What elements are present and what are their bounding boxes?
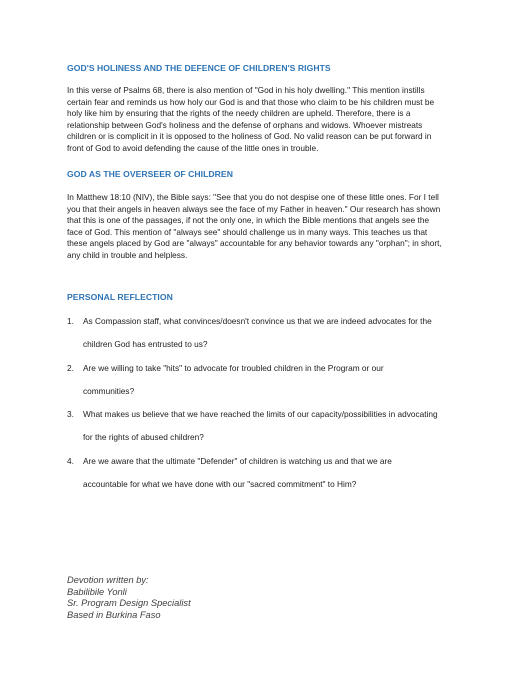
credits-line: Devotion written by:	[67, 575, 149, 585]
paragraph-holiness	[67, 85, 467, 154]
list-item-text: As Compassion staff, what convinces/doesn't convince us that we are indeed advocates for the	[83, 316, 432, 326]
author-location: Based in Burkina Faso	[67, 609, 161, 620]
paragraph-line: In Matthew 18:10 (NIV), the Bible says: "See that you do not despise one of these little ones. For I tell	[67, 192, 439, 202]
paragraph-line: children or is complicit in it is opposed to the holiness of God. No valid reason can be put forward in	[67, 131, 432, 141]
list-item-text: accountable for what we have done with our "sacred commitment" to Him?	[83, 479, 357, 489]
paragraph-line: relationship between God's holiness and the defense of orphans and widows. Whoever mistreats	[67, 119, 423, 130]
paragraph-line: you that their angels in heaven always see the face of my Father in heaven." Our research has shown	[67, 203, 441, 214]
list-item-number: 1.	[67, 316, 74, 326]
list-item-number: 4.	[67, 456, 74, 466]
paragraph-line: In this verse of Psalms 68, there is also mention of "God in his holy dwelling." This mention instills	[67, 85, 425, 95]
paragraph-line: holy like him by ensuring that the rights of the needy children are upheld. Therefore, there is a	[67, 108, 411, 118]
paragraph-overseer	[67, 192, 467, 261]
paragraph-line: these angels placed by God are "always" accountable for any behavior towards any "orphan"; in short,	[67, 238, 442, 248]
section-heading-overseer: GOD AS THE OVERSEER OF CHILDREN	[67, 169, 233, 179]
list-item-text: Are we aware that the ultimate "Defender" of children is watching us and that we are	[83, 456, 392, 466]
list-item-text: children God has entrusted to us?	[83, 339, 208, 349]
author-role: Sr. Program Design Specialist	[67, 598, 191, 608]
paragraph-line: that this is one of the passages, if not the only one, in which the Bible mentions that angels see the	[67, 215, 430, 225]
list-item-text: What makes us believe that we have reached the limits of our capacity/possibilities in advocating	[83, 409, 438, 419]
list-item-text: communities?	[83, 386, 135, 396]
list-item-text: Are we willing to take "hits" to advocate for troubled children in the Program or our	[83, 363, 384, 373]
list-item-number: 2.	[67, 363, 74, 373]
paragraph-line: face of God. This mention of "always see" should challenge us in many ways. This teaches us that	[67, 226, 428, 237]
author-credits	[67, 575, 191, 621]
section-heading-holiness: GOD'S HOLINESS AND THE DEFENCE OF CHILDREN'S RIGHTS	[67, 63, 331, 73]
paragraph-line: certain fear and reminds us how holy our God is and that those who claim to be his children must be	[67, 96, 435, 107]
list-item-number: 3.	[67, 409, 74, 419]
paragraph-line: front of God to avoid defending the cause of the little ones in trouble.	[67, 142, 319, 153]
list-item-text: for the rights of abused children?	[83, 432, 204, 442]
author-name: Babilibile Yonli	[67, 586, 127, 597]
section-heading-reflection: PERSONAL REFLECTION	[67, 292, 173, 302]
paragraph-line: any child in trouble and helpless.	[67, 249, 188, 260]
